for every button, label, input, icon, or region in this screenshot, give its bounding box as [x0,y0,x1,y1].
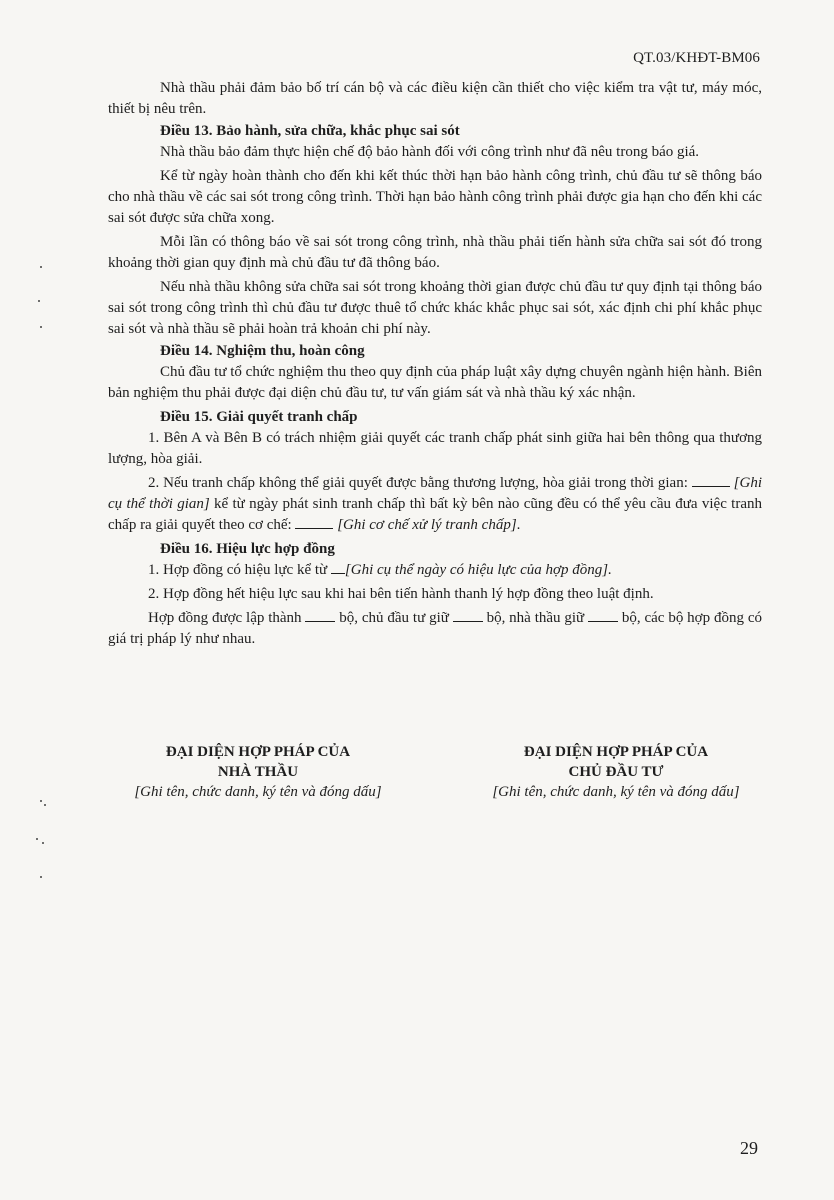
article-13-paragraph-2: Kể từ ngày hoàn thành cho đến khi kết thúc thời hạn bảo hành công trình, chủ đầu tư sẽ thông báo cho nhà thầu về các sai sót trong công trình. Thời hạn bảo hành công trình phải được gia hạn cho đến khi các sai sót được sửa chữa xong. [108,168,762,226]
article-16-paragraph-1 [108,560,762,581]
article-15-paragraph-1: 1. Bên A và Bên B có trách nhiệm giải quyết các tranh chấp phát sinh giữa hai bên thông qua thương lượng, hòa giải. [108,430,762,467]
blank-line [305,608,335,622]
investor-title-line-2: CHỦ ĐẦU TƯ [568,764,664,780]
copies-text-b: bộ, chủ đầu tư giữ [335,610,453,626]
article-15-placeholder-time: [Ghi cụ thể thời gian] [108,475,762,512]
investor-signature-block [466,742,766,802]
copies-text-d: bộ, các bộ hợp đồng có giá trị pháp lý như nhau. [108,610,762,647]
scan-speck [40,876,42,878]
copies-text-a: Hợp đồng được lập thành [148,610,306,626]
contractor-title-line-2: NHÀ THẦU [217,764,299,780]
article-16-title: Điều 16. Hiệu lực hợp đồng [160,541,335,557]
blank-line [331,560,345,574]
blank-line [453,608,483,622]
scan-speck [40,266,42,268]
scan-speck [40,326,42,328]
article-15-placeholder-mechanism: [Ghi cơ chế xử lý tranh chấp] [337,517,517,533]
article-15-title: Điều 15. Giải quyết tranh chấp [160,409,358,425]
page-number: 29 [740,1138,758,1158]
article-16-text-a: 1. Hợp đồng có hiệu lực kể từ [148,562,331,578]
document-code: QT.03/KHĐT-BM06 [633,50,760,66]
copies-paragraph [108,608,762,650]
contractor-signature-block [108,742,408,802]
scan-speck [44,804,46,806]
investor-signature-note: [Ghi tên, chức danh, ký tên và đóng dấu] [492,784,740,800]
article-14-title: Điều 14. Nghiệm thu, hoàn công [160,343,365,359]
scan-speck [36,838,38,840]
article-13-title: Điều 13. Bảo hành, sửa chữa, khắc phục sai sót [160,123,460,139]
blank-line [692,473,730,487]
blank-line [588,608,618,622]
article-15-text-e: . [516,517,521,533]
document-body [108,78,762,650]
article-15-text-c: kể từ ngày phát sinh tranh chấp thì bất kỳ bên nào cũng đều có thể yêu cầu đưa việc tranh chấp ra giải quyết theo cơ chế: [108,496,762,533]
scan-speck [42,842,44,844]
article-13-paragraph-4: Nếu nhà thầu không sửa chữa sai sót trong khoảng thời gian được chủ đầu tư quy định tại thông báo sai sót trong công trình thì chủ đầu tư được thuê tổ chức khác khắc phục sai sót, xác định chi phí khắc phục sai sót và nhà thầu sẽ phải hoàn trả khoản chi phí này. [108,279,762,337]
investor-title-line-1: ĐẠI DIỆN HỢP PHÁP CỦA [523,744,709,760]
contractor-title-line-1: ĐẠI DIỆN HỢP PHÁP CỦA [165,744,351,760]
scan-speck [40,800,42,802]
paragraph-inspection: Nhà thầu phải đảm bảo bố trí cán bộ và các điều kiện cần thiết cho việc kiểm tra vật tư, máy móc, thiết bị nêu trên. [108,80,762,117]
scan-speck [38,300,40,302]
article-15-text-a: 2. Nếu tranh chấp không thể giải quyết được bằng thương lượng, hòa giải trong thời gian: [148,475,692,491]
article-16-paragraph-2: 2. Hợp đồng hết hiệu lực sau khi hai bên tiến hành thanh lý hợp đồng theo luật định. [148,586,654,602]
blank-line [295,515,333,529]
article-13-paragraph-1: Nhà thầu bảo đảm thực hiện chế độ bảo hành đối với công trình như đã nêu trong báo giá. [160,144,700,160]
article-13-paragraph-3: Mỗi lần có thông báo về sai sót trong công trình, nhà thầu phải tiến hành sửa chữa sai sót đó trong khoảng thời gian quy định mà chủ đầu tư đã thông báo. [108,234,762,271]
article-16-placeholder-date: [Ghi cụ thể ngày có hiệu lực của hợp đồng]. [344,562,612,578]
article-15-paragraph-2 [108,473,762,536]
copies-text-c: bộ, nhà thầu giữ [482,610,589,626]
article-14-paragraph-1: Chủ đầu tư tổ chức nghiệm thu theo quy định của pháp luật xây dựng chuyên ngành hiện hành. Biên bản nghiệm thu phải được đại diện chủ đầu tư, tư vấn giám sát và nhà thầu ký xác nhận. [108,364,762,401]
contractor-signature-note: [Ghi tên, chức danh, ký tên và đóng dấu] [134,784,382,800]
